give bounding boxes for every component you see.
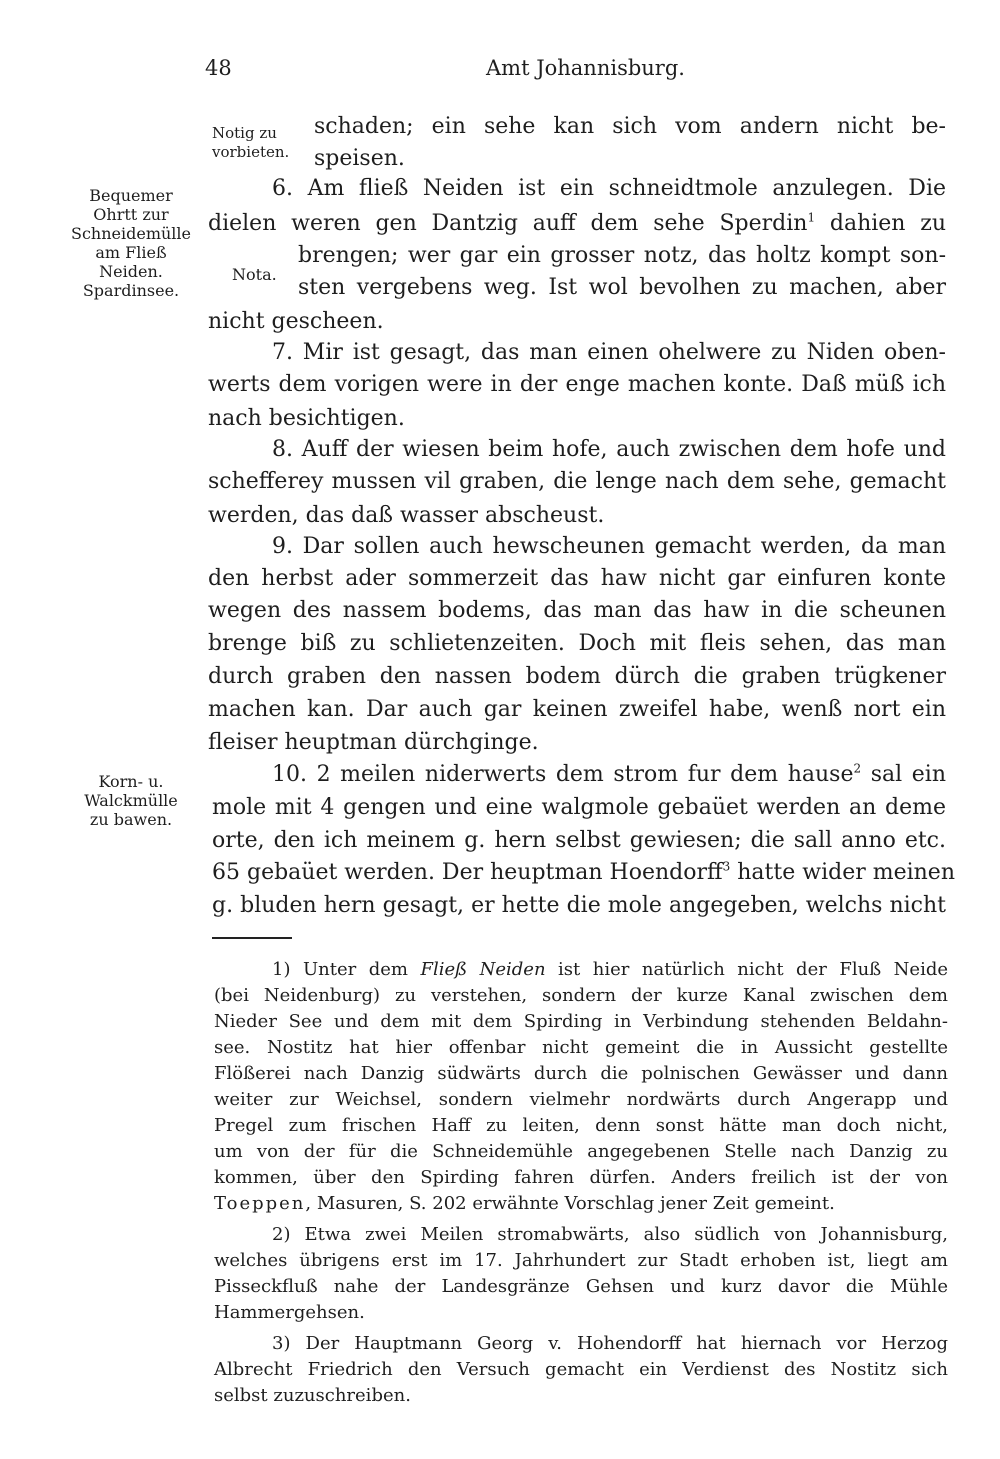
footnote-line: Nieder See und dem mit dem Spirding in Verbindung stehenden Beldahn- — [214, 1011, 948, 1032]
footnote-line: Hammergehsen. — [214, 1302, 365, 1323]
margin-note-line: Bequemer — [89, 186, 173, 205]
footnote-line: selbst zuzuschreiben. — [214, 1385, 411, 1406]
footnote-line: kommen, über den Spirding fahren dürfen. Anders freilich ist der von — [214, 1167, 948, 1188]
text-segment: dielen weren gen Dantzig auff dem sehe Sperdin — [208, 211, 808, 236]
text-line — [208, 211, 946, 236]
margin-note-line: vorbieten. — [212, 143, 290, 161]
text-line: werden, das daß wasser abscheust. — [208, 503, 605, 528]
margin-note-notig — [212, 124, 289, 162]
text-line — [272, 762, 946, 787]
text-line: orte, den ich meinem g. hern selbst gewiesen; die sall anno etc. — [212, 828, 946, 853]
text-line: sten vergebens weg. Ist wol bevolhen zu machen, aber — [298, 275, 946, 300]
page-number: 48 — [205, 56, 232, 80]
text-segment: Fließ Neiden — [420, 959, 546, 980]
text-line: werts dem vorigen were in der enge machen konte. Daß müß ich — [208, 372, 946, 397]
margin-note-line: am Fließ — [95, 243, 167, 262]
footnote-line: (bei Neidenburg) zu verstehen, sondern der kurze Kanal zwischen dem — [214, 985, 948, 1006]
text-line: wegen des nassem bodems, das man das haw in die scheunen — [208, 598, 946, 623]
footnote-line: 3) Der Hauptmann Georg v. Hohendorff hat hiernach vor Herzog — [272, 1333, 948, 1354]
margin-note-line: Neiden. — [99, 262, 163, 281]
text-segment: ist hier natürlich nicht der Fluß Neide — [545, 959, 949, 980]
text-line: machen kan. Dar auch gar keinen zweifel habe, wenß nort ein — [208, 697, 946, 722]
text-line: den herbst ader sommerzeit das haw nicht gar einfuren konte — [208, 566, 946, 591]
margin-note-line: zu bawen. — [89, 810, 173, 829]
margin-note-line: Korn- u. — [98, 772, 164, 791]
margin-note-line: Ohrtt zur — [93, 205, 169, 224]
text-line: 6. Am fließ Neiden ist ein schneidtmole anzulegen. Die — [272, 176, 946, 201]
margin-note-korn — [66, 772, 196, 829]
text-segment: hatte wider meinen — [730, 860, 955, 885]
text-line: g. bluden hern gesagt, er hette die mole angegeben, welchs nicht — [212, 893, 946, 918]
footnote-line: Flößerei nach Danzig südwärts durch die polnischen Gewässer und dann — [214, 1063, 948, 1084]
text-line: schefferey mussen vil graben, die lenge nach dem sehe, gemacht — [208, 469, 946, 494]
text-line: brenge biß zu schlietenzeiten. Doch mit fleis sehen, das man — [208, 631, 946, 656]
text-line: mole mit 4 gengen und eine walgmole gebaüet werden an deme — [212, 795, 946, 820]
footnote-line: um von der für die Schneidemühle angegebenen Stelle nach Danzig zu — [214, 1141, 948, 1162]
footnote-line: Pregel zum frischen Haff zu leiten, denn sonst hätte man doch nicht, — [214, 1115, 948, 1136]
footnote-line: weiter zur Weichsel, sondern vielmehr nordwärts durch Angerapp und — [214, 1089, 948, 1110]
text-line: schaden; ein sehe kan sich vom andern nicht be- — [314, 114, 946, 139]
footnote-line: Albrecht Friedrich den Versuch gemacht ein Verdienst des Nostitz sich — [214, 1359, 948, 1380]
footnote-rule — [212, 937, 292, 939]
footnote-ref: 3 — [722, 859, 731, 874]
text-segment: 1) Unter dem — [272, 959, 421, 980]
text-line: fleiser heuptman dürchginge. — [208, 730, 539, 755]
text-segment: 10. 2 meilen niderwerts dem strom fur dem hause — [272, 762, 854, 787]
text-line: 9. Dar sollen auch hewscheunen gemacht werden, da man — [272, 534, 946, 559]
margin-note-line: Spardinsee. — [82, 281, 180, 300]
text-line — [212, 859, 955, 885]
footnote-ref: 1 — [807, 210, 816, 225]
footnote-line — [272, 959, 948, 980]
text-line: speisen. — [314, 146, 405, 171]
footnote-line — [214, 1193, 835, 1214]
footnote-ref: 2 — [853, 761, 862, 776]
footnote-line: Pisseckfluß nahe der Landesgränze Gehsen und kurz davor die Mühle — [214, 1276, 948, 1297]
text-line: brengen; wer gar ein grosser notz, das holtz kompt son- — [298, 243, 946, 268]
footnote-line: 2) Etwa zwei Meilen stromabwärts, also südlich von Johannisburg, — [272, 1224, 948, 1245]
margin-note-bequemer — [66, 186, 196, 300]
text-segment: sal ein — [861, 762, 947, 787]
text-line: 7. Mir ist gesagt, das man einen ohelwere zu Niden oben- — [272, 340, 946, 365]
margin-note-nota: Nota. — [232, 265, 277, 284]
author-name: Toeppen — [214, 1193, 306, 1214]
text-segment: dahien zu — [815, 211, 946, 236]
text-line: nicht gescheen. — [208, 309, 384, 334]
text-segment: 65 gebaüet werden. Der heuptman Hoendorff — [212, 860, 723, 885]
text-line: nach besichtigen. — [208, 406, 405, 431]
footnote-line: welches übrigens erst im 17. Jahrhundert zur Stadt erhoben ist, liegt am — [214, 1250, 948, 1271]
text-line: 8. Auff der wiesen beim hofe, auch zwischen dem hofe und — [272, 437, 946, 462]
margin-note-line: Notig zu — [212, 124, 277, 142]
margin-note-line: Walckmülle — [84, 791, 178, 810]
text-segment: , Masuren, S. 202 erwähnte Vorschlag jener Zeit gemeint. — [305, 1193, 835, 1214]
footnote-line: see. Nostitz hat hier offenbar nicht gemeint die in Aussicht gestellte — [214, 1037, 948, 1058]
margin-note-line: Schneidemülle — [70, 224, 191, 243]
running-title: Amt Johannisburg. — [486, 56, 685, 80]
text-line: durch graben den nassen bodem dürch die graben trügkener — [208, 664, 946, 689]
